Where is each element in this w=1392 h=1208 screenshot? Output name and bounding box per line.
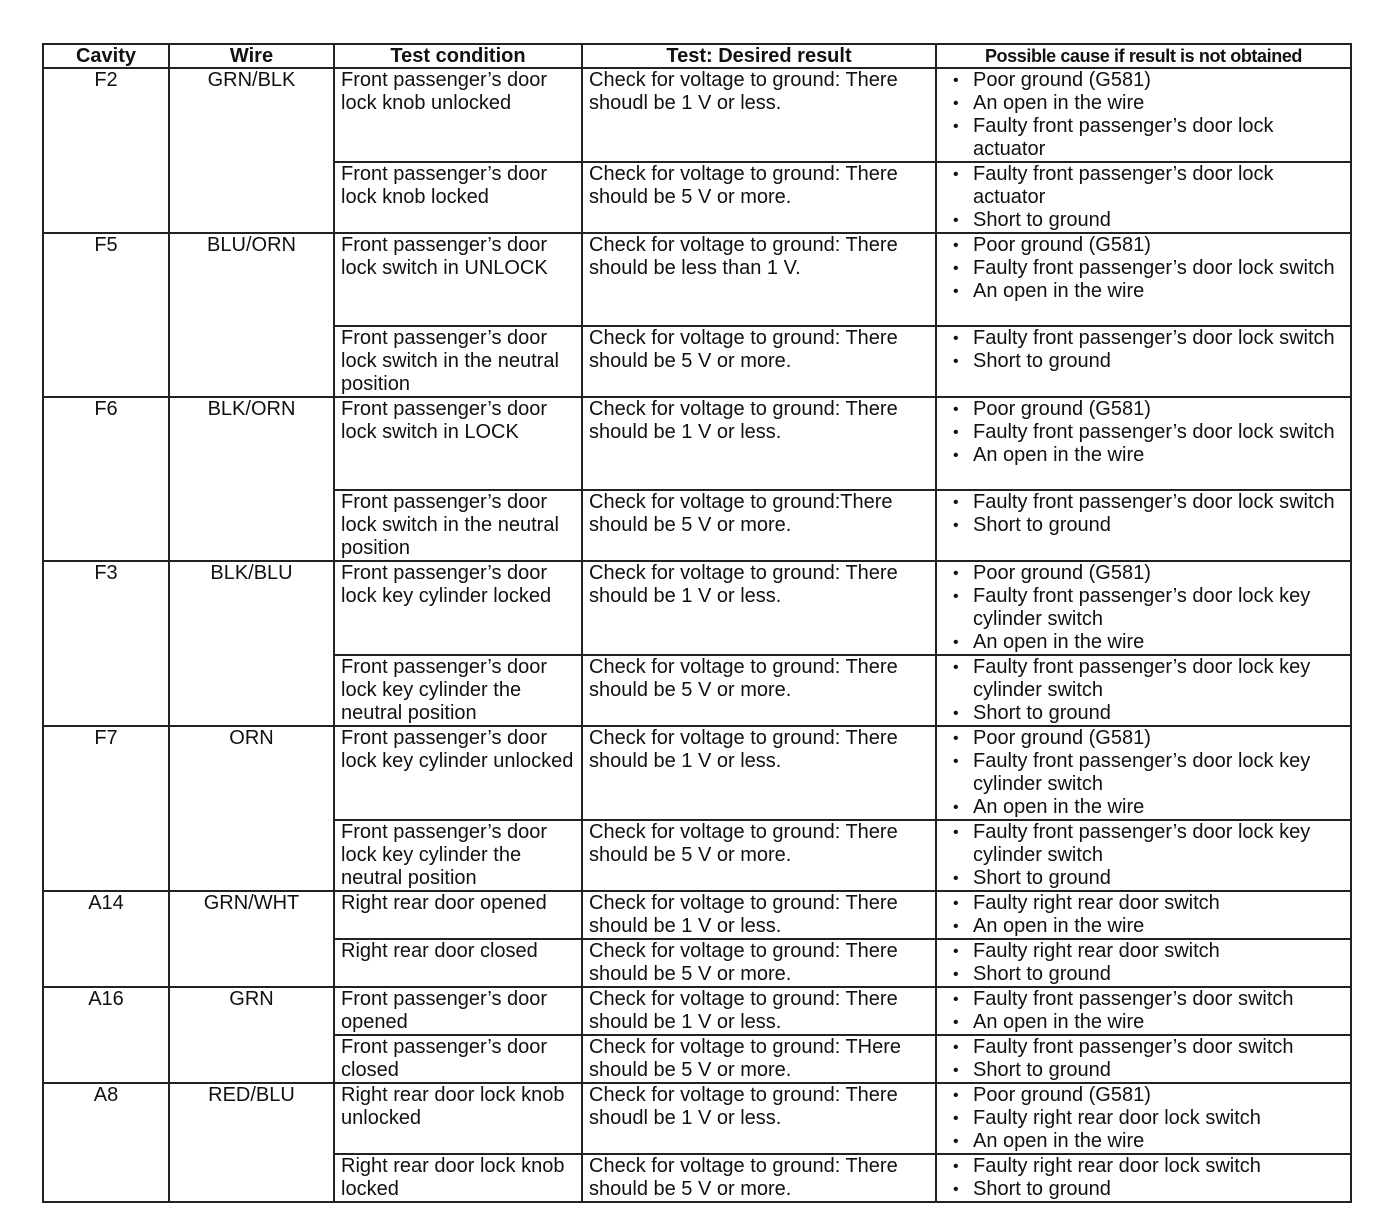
cause-item: • Faulty front passenger’s door lock switch: [947, 421, 1344, 444]
cavity-cell: A16: [43, 987, 169, 1083]
cause-list: [943, 940, 1344, 986]
cause-list: [943, 1036, 1344, 1082]
table-row: [43, 726, 1351, 820]
cause-item: • An open in the wire: [947, 92, 1344, 115]
cause-item: • Short to ground: [947, 867, 1344, 890]
header-row: [43, 44, 1351, 68]
desired-result-cell: Check for voltage to ground: There should be 1 V or less.: [582, 726, 936, 820]
test-condition-cell: Right rear door lock knob unlocked: [334, 1083, 582, 1154]
wire-cell: GRN: [169, 987, 334, 1083]
cause-item: • Faulty front passenger’s door lock actuator: [947, 163, 1344, 209]
desired-result-cell: Check for voltage to ground: There should be 1 V or less.: [582, 397, 936, 490]
desired-result-cell: Check for voltage to ground: There shoudl be 1 V or less.: [582, 1083, 936, 1154]
cause-item: • Short to ground: [947, 1178, 1344, 1201]
test-condition-cell: Front passenger’s door lock key cylinder locked: [334, 561, 582, 655]
cause-list: [943, 163, 1344, 232]
cause-item: • Faulty right rear door switch: [947, 892, 1344, 915]
cause-item: • An open in the wire: [947, 796, 1344, 819]
cavity-cell: F3: [43, 561, 169, 726]
cause-list: [943, 727, 1344, 819]
cavity-cell: A14: [43, 891, 169, 987]
possible-cause-cell: [936, 162, 1351, 233]
possible-cause-cell: [936, 561, 1351, 655]
test-condition-cell: Front passenger’s door opened: [334, 987, 582, 1035]
header-possible-cause: Possible cause if result is not obtained: [936, 44, 1351, 68]
cause-item: • Faulty front passenger’s door lock switch: [947, 257, 1344, 280]
cause-item: • Faulty front passenger’s door lock actuator: [947, 115, 1344, 161]
cavity-cell: F2: [43, 68, 169, 233]
cause-item: • Faulty right rear door switch: [947, 940, 1344, 963]
desired-result-cell: Check for voltage to ground: There should be 1 V or less.: [582, 987, 936, 1035]
cause-item: • Short to ground: [947, 350, 1344, 373]
possible-cause-cell: [936, 726, 1351, 820]
cause-item: • Faulty front passenger’s door lock switch: [947, 327, 1344, 350]
cause-item: • Poor ground (G581): [947, 398, 1344, 421]
test-condition-cell: Front passenger’s door lock knob locked: [334, 162, 582, 233]
wire-cell: BLK/ORN: [169, 397, 334, 561]
cause-item: • Short to ground: [947, 702, 1344, 725]
test-condition-cell: Front passenger’s door lock key cylinder unlocked: [334, 726, 582, 820]
cause-list: [943, 892, 1344, 938]
cavity-cell: F7: [43, 726, 169, 891]
cause-list: [943, 234, 1344, 303]
cause-item: • Short to ground: [947, 963, 1344, 986]
possible-cause-cell: [936, 939, 1351, 987]
cause-item: • Short to ground: [947, 514, 1344, 537]
possible-cause-cell: [936, 891, 1351, 939]
table-row: [43, 397, 1351, 490]
possible-cause-cell: [936, 1154, 1351, 1202]
possible-cause-cell: [936, 233, 1351, 326]
cause-list: [943, 491, 1344, 537]
wire-cell: GRN/BLK: [169, 68, 334, 233]
test-condition-cell: Right rear door closed: [334, 939, 582, 987]
wire-cell: GRN/WHT: [169, 891, 334, 987]
table-row: [43, 561, 1351, 655]
desired-result-cell: Check for voltage to ground: There should be 1 V or less.: [582, 561, 936, 655]
test-condition-cell: Front passenger’s door lock switch in UNLOCK: [334, 233, 582, 326]
cavity-cell: F6: [43, 397, 169, 561]
cause-item: • Faulty front passenger’s door switch: [947, 988, 1344, 1011]
desired-result-cell: Check for voltage to ground: There should be less than 1 V.: [582, 233, 936, 326]
cause-item: • Faulty front passenger’s door lock key cylinder switch: [947, 585, 1344, 631]
table-row: [43, 891, 1351, 939]
cause-item: • Short to ground: [947, 1059, 1344, 1082]
possible-cause-cell: [936, 68, 1351, 162]
desired-result-cell: Check for voltage to ground: There should be 5 V or more.: [582, 939, 936, 987]
possible-cause-cell: [936, 987, 1351, 1035]
desired-result-cell: Check for voltage to ground: There should be 5 V or more.: [582, 326, 936, 397]
cause-item: • Poor ground (G581): [947, 1084, 1344, 1107]
possible-cause-cell: [936, 397, 1351, 490]
cause-item: • An open in the wire: [947, 1130, 1344, 1153]
cause-item: • Faulty right rear door lock switch: [947, 1155, 1344, 1178]
cause-item: • An open in the wire: [947, 1011, 1344, 1034]
table-row: [43, 68, 1351, 162]
cause-item: • Faulty right rear door lock switch: [947, 1107, 1344, 1130]
diagnostic-table: [42, 43, 1352, 1203]
test-condition-cell: Front passenger’s door lock switch in the neutral position: [334, 490, 582, 561]
table-row: [43, 233, 1351, 326]
test-condition-cell: Front passenger’s door lock key cylinder the neutral position: [334, 820, 582, 891]
possible-cause-cell: [936, 1035, 1351, 1083]
cause-item: • Faulty front passenger’s door lock key cylinder switch: [947, 821, 1344, 867]
test-condition-cell: Right rear door opened: [334, 891, 582, 939]
possible-cause-cell: [936, 655, 1351, 726]
desired-result-cell: Check for voltage to ground:There should be 5 V or more.: [582, 490, 936, 561]
cause-item: • Poor ground (G581): [947, 727, 1344, 750]
cause-list: [943, 398, 1344, 467]
cause-list: [943, 821, 1344, 890]
desired-result-cell: Check for voltage to ground: THere should be 5 V or more.: [582, 1035, 936, 1083]
cause-list: [943, 562, 1344, 654]
cause-item: • An open in the wire: [947, 444, 1344, 467]
cause-item: • An open in the wire: [947, 915, 1344, 938]
header-desired-result: Test: Desired result: [582, 44, 936, 68]
test-condition-cell: Front passenger’s door lock switch in the neutral position: [334, 326, 582, 397]
desired-result-cell: Check for voltage to ground: There should be 5 V or more.: [582, 162, 936, 233]
wire-cell: BLU/ORN: [169, 233, 334, 397]
cause-item: • Faulty front passenger’s door switch: [947, 1036, 1344, 1059]
cause-list: [943, 656, 1344, 725]
possible-cause-cell: [936, 820, 1351, 891]
wire-cell: ORN: [169, 726, 334, 891]
cause-item: • Faulty front passenger’s door lock key cylinder switch: [947, 750, 1344, 796]
header-wire: Wire: [169, 44, 334, 68]
cause-item: • Poor ground (G581): [947, 234, 1344, 257]
cause-list: [943, 988, 1344, 1034]
cause-list: [943, 1155, 1344, 1201]
possible-cause-cell: [936, 1083, 1351, 1154]
header-cavity: Cavity: [43, 44, 169, 68]
cavity-cell: F5: [43, 233, 169, 397]
cause-list: [943, 1084, 1344, 1153]
possible-cause-cell: [936, 326, 1351, 397]
cause-item: • Poor ground (G581): [947, 69, 1344, 92]
possible-cause-cell: [936, 490, 1351, 561]
wire-cell: RED/BLU: [169, 1083, 334, 1202]
desired-result-cell: Check for voltage to ground: There shoudl be 1 V or less.: [582, 68, 936, 162]
desired-result-cell: Check for voltage to ground: There should be 5 V or more.: [582, 1154, 936, 1202]
header-test-condition: Test condition: [334, 44, 582, 68]
cavity-cell: A8: [43, 1083, 169, 1202]
cause-item: • Faulty front passenger’s door lock switch: [947, 491, 1344, 514]
cause-item: • Faulty front passenger’s door lock key cylinder switch: [947, 656, 1344, 702]
wire-cell: BLK/BLU: [169, 561, 334, 726]
test-condition-cell: Right rear door lock knob locked: [334, 1154, 582, 1202]
cause-item: • An open in the wire: [947, 280, 1344, 303]
table-row: [43, 987, 1351, 1035]
table-row: [43, 1083, 1351, 1154]
test-condition-cell: Front passenger’s door lock switch in LOCK: [334, 397, 582, 490]
cause-item: • Short to ground: [947, 209, 1344, 232]
test-condition-cell: Front passenger’s door closed: [334, 1035, 582, 1083]
cause-item: • An open in the wire: [947, 631, 1344, 654]
table-body: [43, 68, 1351, 1202]
desired-result-cell: Check for voltage to ground: There should be 1 V or less.: [582, 891, 936, 939]
test-condition-cell: Front passenger’s door lock knob unlocked: [334, 68, 582, 162]
cause-list: [943, 327, 1344, 373]
cause-item: • Poor ground (G581): [947, 562, 1344, 585]
test-condition-cell: Front passenger’s door lock key cylinder the neutral position: [334, 655, 582, 726]
desired-result-cell: Check for voltage to ground: There should be 5 V or more.: [582, 820, 936, 891]
cause-list: [943, 69, 1344, 161]
desired-result-cell: Check for voltage to ground: There should be 5 V or more.: [582, 655, 936, 726]
